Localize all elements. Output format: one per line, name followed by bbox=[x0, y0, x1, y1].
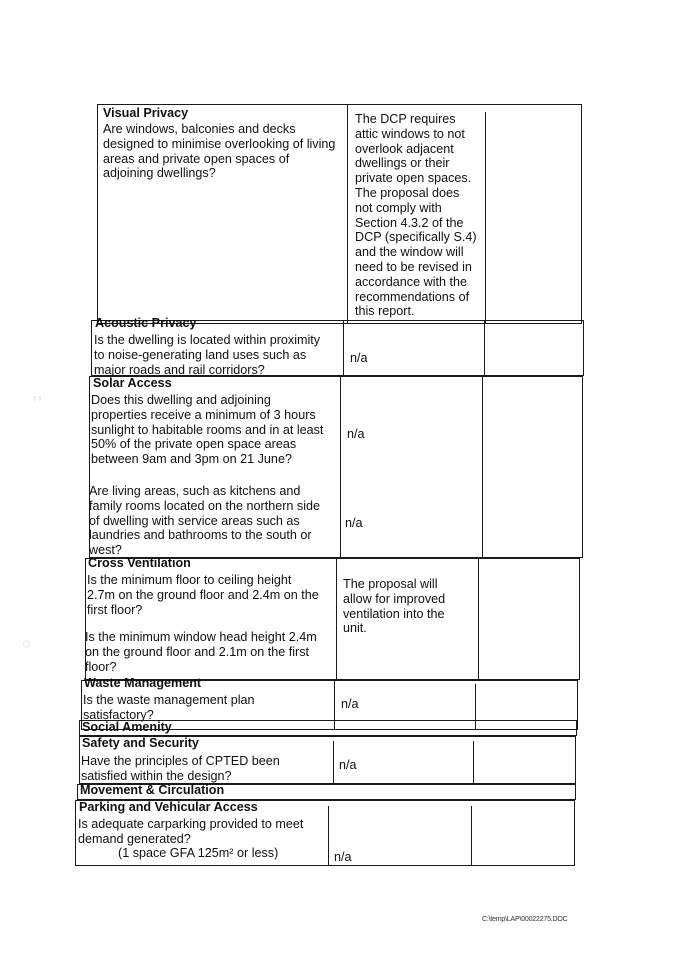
row-question: Is the waste management plan satisfactory? bbox=[83, 693, 255, 722]
row-comment: n/a bbox=[334, 850, 352, 864]
document-path: C:\temp\LAP\00022275.DOC bbox=[482, 916, 568, 923]
row-heading: Parking and Vehicular Access bbox=[79, 800, 258, 814]
row-heading: Solar Access bbox=[93, 376, 172, 390]
row-question: Does this dwelling and adjoining properties receive a minimum of 3 hours sunlight to habitable rooms and in at least 50% of the private open space areas between 9am and 3pm on 21 June? bbox=[91, 393, 324, 467]
row-comment: n/a bbox=[341, 697, 359, 711]
row-heading: Cross Ventilation bbox=[88, 556, 191, 570]
row-comment: The proposal will allow for improved ventilation into the unit. bbox=[343, 577, 446, 636]
row-comment: n/a bbox=[350, 351, 368, 365]
row-question: Have the principles of CPTED been satisfied within the design? bbox=[81, 754, 280, 783]
row-heading: Waste Management bbox=[84, 676, 202, 690]
row-question: Is the dwelling is located within proximity to noise-generating land uses such as major roads and rail corridors? bbox=[94, 333, 321, 377]
row-comment: The DCP requires attic windows to not overlook adjacent dwellings or their private open spaces. The proposal does not comply with Section 4.3.2 of the DCP (specifically S.4) and the window will need to be revised in accordance with the recommendations of this report. bbox=[355, 112, 477, 319]
binder-hole-mark: ◌ bbox=[22, 635, 31, 651]
row-comment-2: n/a bbox=[345, 516, 363, 530]
row-question: Are windows, balconies and decks designed to minimise overlooking of living areas and private open spaces of adjoining dwellings? bbox=[103, 122, 336, 181]
row-comment: n/a bbox=[347, 427, 365, 441]
row-heading: Visual Privacy bbox=[103, 106, 189, 120]
row-heading: Social Amenity bbox=[82, 720, 172, 734]
row-question-2: Are living areas, such as kitchens and family rooms located on the northern side of dwelling with service areas such as laundries and bathrooms to the south or west? bbox=[89, 484, 321, 558]
row-heading: Acoustic Privacy bbox=[95, 316, 197, 330]
row-question: Is the minimum floor to ceiling height 2.7m on the ground floor and 2.4m on the first floor? bbox=[87, 573, 319, 617]
row-question: Is adequate carparking provided to meet demand generated? bbox=[78, 817, 304, 846]
row-question-2: Is the minimum window head height 2.4m on the ground floor and 2.1m on the first floor? bbox=[85, 630, 317, 674]
scan-speck: ⁽ ⁾ bbox=[34, 395, 41, 405]
row-comment: n/a bbox=[339, 758, 357, 772]
row-heading: Safety and Security bbox=[82, 736, 199, 750]
row-question-2: (1 space GFA 125m² or less) bbox=[118, 846, 279, 860]
row-heading: Movement & Circulation bbox=[80, 783, 225, 797]
